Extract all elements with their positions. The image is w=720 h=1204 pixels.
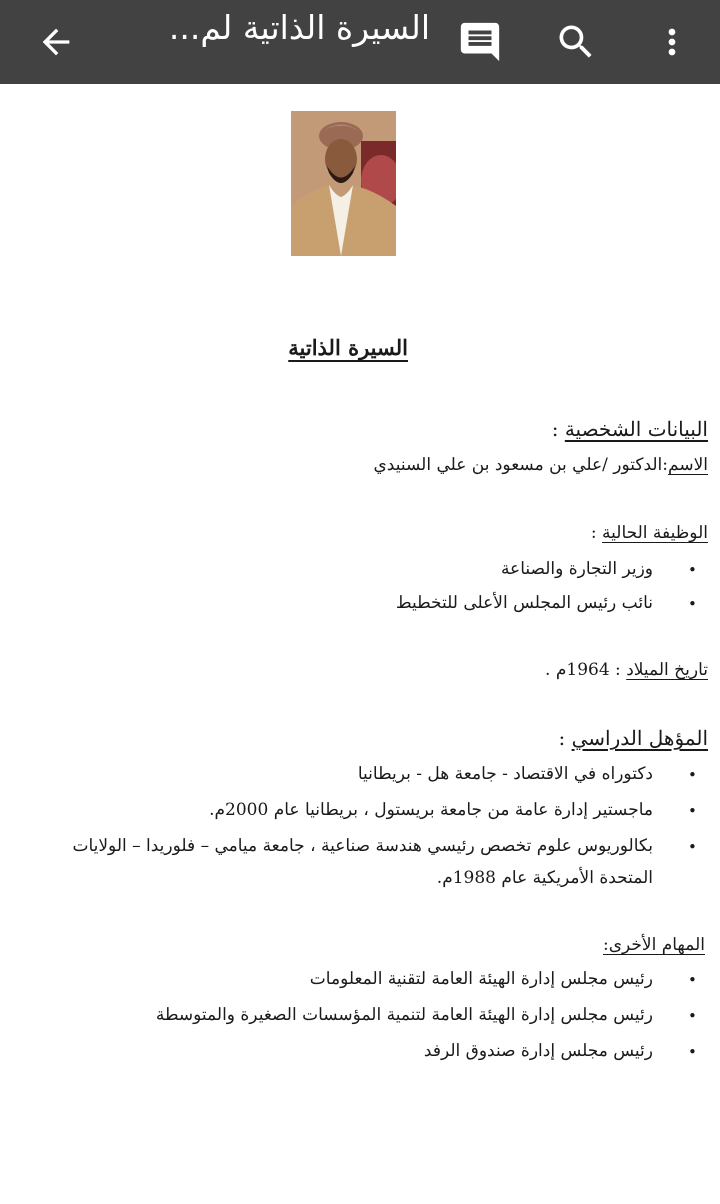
other-tasks-heading [603, 935, 705, 955]
list-item: رئيس مجلس إدارة الهيئة العامة لتقنية المعلومات [309, 969, 653, 989]
education-label: المؤهل الدراسي [571, 726, 708, 750]
back-button[interactable] [20, 0, 92, 84]
more-vert-icon [652, 22, 692, 62]
bullet-symbol: • [688, 971, 697, 989]
current-job-suffix: : [590, 523, 603, 543]
personal-data-label: البيانات الشخصية [564, 417, 708, 441]
bullet-symbol: • [688, 1043, 697, 1061]
bullet-symbol: • [688, 838, 697, 856]
education-suffix: : [558, 726, 572, 750]
back-arrow-icon [36, 22, 76, 62]
birth-value: : 1964م . [545, 660, 627, 680]
bullet-symbol: • [688, 561, 697, 579]
list-item: ماجستير إدارة عامة من جامعة بريستول ، بريطانيا عام 2000م. [209, 800, 653, 820]
name-line [373, 455, 708, 475]
list-item: بكالوريوس علوم تخصص رئيسي هندسة صناعية ، جامعة ميامي – فلوريدا – الولايات [72, 836, 653, 856]
name-value: :الدكتور /علي بن مسعود بن علي السنيدي [373, 455, 669, 475]
search-button[interactable] [538, 0, 614, 84]
other-tasks-label: المهام الأخرى: [602, 935, 705, 955]
bullet-symbol: • [688, 595, 697, 613]
current-job-heading [591, 523, 708, 543]
personal-data-heading [552, 417, 708, 441]
search-icon [554, 20, 598, 64]
comment-button[interactable] [442, 0, 518, 84]
education-heading [559, 726, 709, 750]
list-item-continuation: المتحدة الأمريكية عام 1988م. [436, 868, 653, 888]
list-item: رئيس مجلس إدارة الهيئة العامة لتنمية المؤسسات الصغيرة والمتوسطة [155, 1005, 653, 1025]
name-label: الاسم [668, 455, 708, 475]
bullet-symbol: • [688, 802, 697, 820]
bullet-symbol: • [688, 1007, 697, 1025]
list-item: وزير التجارة والصناعة [500, 559, 653, 579]
more-options-button[interactable] [636, 0, 708, 84]
app-bar [0, 0, 720, 84]
personal-data-suffix: : [551, 417, 565, 441]
list-item: رئيس مجلس إدارة صندوق الرفد [423, 1041, 653, 1061]
bullet-symbol: • [688, 766, 697, 784]
comment-icon [457, 19, 503, 65]
list-item: دكتوراه في الاقتصاد - جامعة هل - بريطانيا [357, 764, 653, 784]
list-item: نائب رئيس المجلس الأعلى للتخطيط [395, 593, 653, 613]
profile-photo [291, 111, 396, 256]
page-heading: السيرة الذاتية [288, 335, 408, 360]
document-title: السيرة الذاتية لم... [168, 8, 430, 47]
current-job-label: الوظيفة الحالية [602, 523, 708, 543]
birth-label: تاريخ الميلاد [626, 660, 708, 680]
document-page[interactable] [0, 84, 720, 1204]
birth-line [545, 660, 708, 680]
